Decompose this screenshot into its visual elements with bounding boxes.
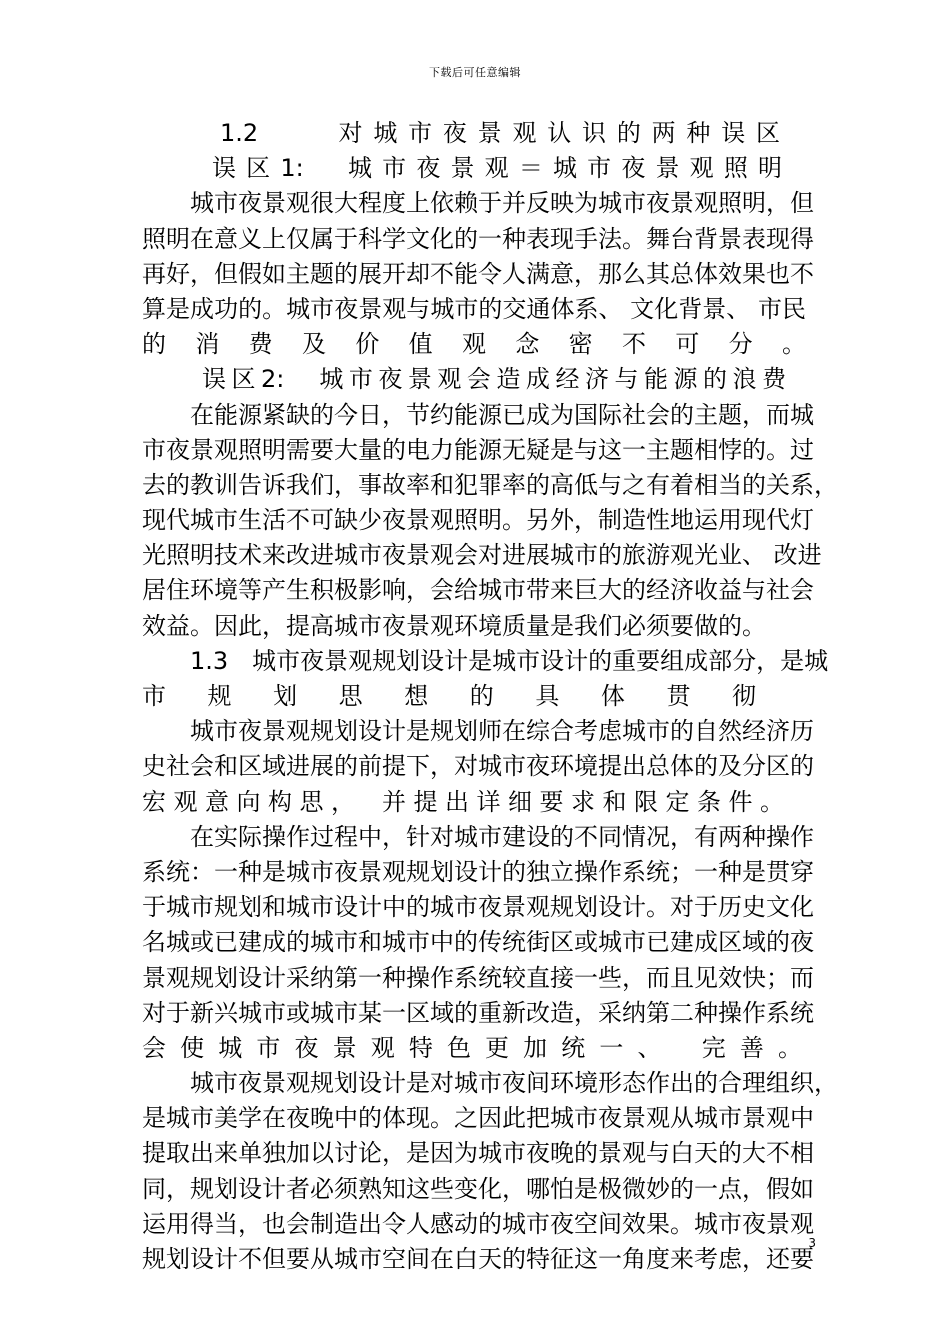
- paragraph-line: 光照明技术来改进城市夜景观会对进展城市的旅游观光业、 改进: [142, 541, 822, 570]
- paragraph-line: 算是成功的。城市夜景观与城市的交通体系、 文化背景、 市民: [142, 294, 806, 323]
- paragraph-line: 再好，但假如主题的展开却不能令人满意，那么其总体效果也不: [142, 259, 814, 288]
- section-heading-1-3-continued: 市规划思想的具体贯彻: [142, 682, 756, 710]
- page-number: 3: [808, 1236, 816, 1250]
- paragraph-line: 系统：一种是城市夜景观规划设计的独立操作系统；一种是贯穿: [142, 857, 814, 886]
- paragraph-line: 景观规划设计采纳第一种操作系统较直接一些，而且见效快；而: [142, 963, 814, 992]
- section-heading-1-2: 1.2 对城市夜景观认识的两种误区: [220, 119, 780, 147]
- paragraph-line: 照明在意义上仅属于科学文化的一种表现手法。舞台背景表现得: [142, 224, 814, 253]
- paragraph-line: 提取出来单独加以讨论，是因为城市夜晚的景观与白天的大不相: [142, 1139, 814, 1168]
- paragraph-line: 在能源紧缺的今日，节约能源已成为国际社会的主题，而城: [190, 400, 814, 429]
- paragraph-line: 运用得当，也会制造出令人感动的城市夜空间效果。城市夜景观: [142, 1209, 814, 1238]
- paragraph-line: 在实际操作过程中，针对城市建设的不同情况，有两种操作: [190, 822, 814, 851]
- paragraph-line: 城市夜景观规划设计是规划师在综合考虑城市的自然经济历: [190, 717, 814, 746]
- paragraph-line: 现代城市生活不可缺少夜景观照明。另外，制造性地运用现代灯: [142, 506, 814, 535]
- paragraph-line: 对于新兴城市或城市某一区域的重新改造，采纳第二种操作系统: [142, 998, 814, 1027]
- paragraph-line: 史社会和区域进展的前提下，对城市夜环境提出总体的及分区的: [142, 752, 814, 781]
- paragraph-line: 宏观意向构思， 并提出详细要求和限定条件。: [142, 787, 784, 816]
- paragraph-line: 同，规划设计者必须熟知这些变化，哪怕是极微妙的一点，假如: [142, 1174, 814, 1203]
- paragraph-line: 会使城市夜景观特色更加统一、 完善。: [142, 1033, 802, 1062]
- paragraph-line: 居住环境等产生积极影响，会给城市带来巨大的经济收益与社会: [142, 576, 814, 605]
- paragraph-line: 效益。因此，提高城市夜景观环境质量是我们必须要做的。: [142, 611, 766, 640]
- subheading-misconception-1: 误区1: 城市夜景观＝城市夜景观照明: [212, 154, 782, 183]
- paragraph-line: 城市夜景观很大程度上依赖于并反映为城市夜景观照明，但: [190, 189, 814, 218]
- subheading-misconception-2: 误区2: 城市夜景观会造成经济与能源的浪费: [202, 365, 786, 394]
- paragraph-line: 于城市规划和城市设计中的城市夜景观规划设计。对于历史文化: [142, 893, 814, 922]
- paragraph-line: 去的教训告诉我们，事故率和犯罪率的高低与之有着相当的关系，: [142, 470, 838, 499]
- page-header-note: 下载后可任意编辑: [429, 66, 521, 79]
- paragraph-line: 规划设计不但要从城市空间在白天的特征这一角度来考虑，还要: [142, 1245, 814, 1273]
- paragraph-line: 名城或已建成的城市和城市中的传统街区或城市已建成区域的夜: [142, 928, 814, 957]
- section-heading-1-3: 1.3 城市夜景观规划设计是城市设计的重要组成部分，是城: [190, 646, 829, 675]
- paragraph-line: 市夜景观照明需要大量的电力能源无疑是与这一主题相悖的。过: [142, 435, 814, 464]
- paragraph-line: 是城市美学在夜晚中的体现。之因此把城市夜景观从城市景观中: [142, 1104, 814, 1133]
- paragraph-line: 城市夜景观规划设计是对城市夜间环境形态作出的合理组织，: [190, 1069, 838, 1098]
- paragraph-line: 的消费及价值观念密不可分。: [142, 330, 806, 359]
- document-body: [142, 116, 838, 1277]
